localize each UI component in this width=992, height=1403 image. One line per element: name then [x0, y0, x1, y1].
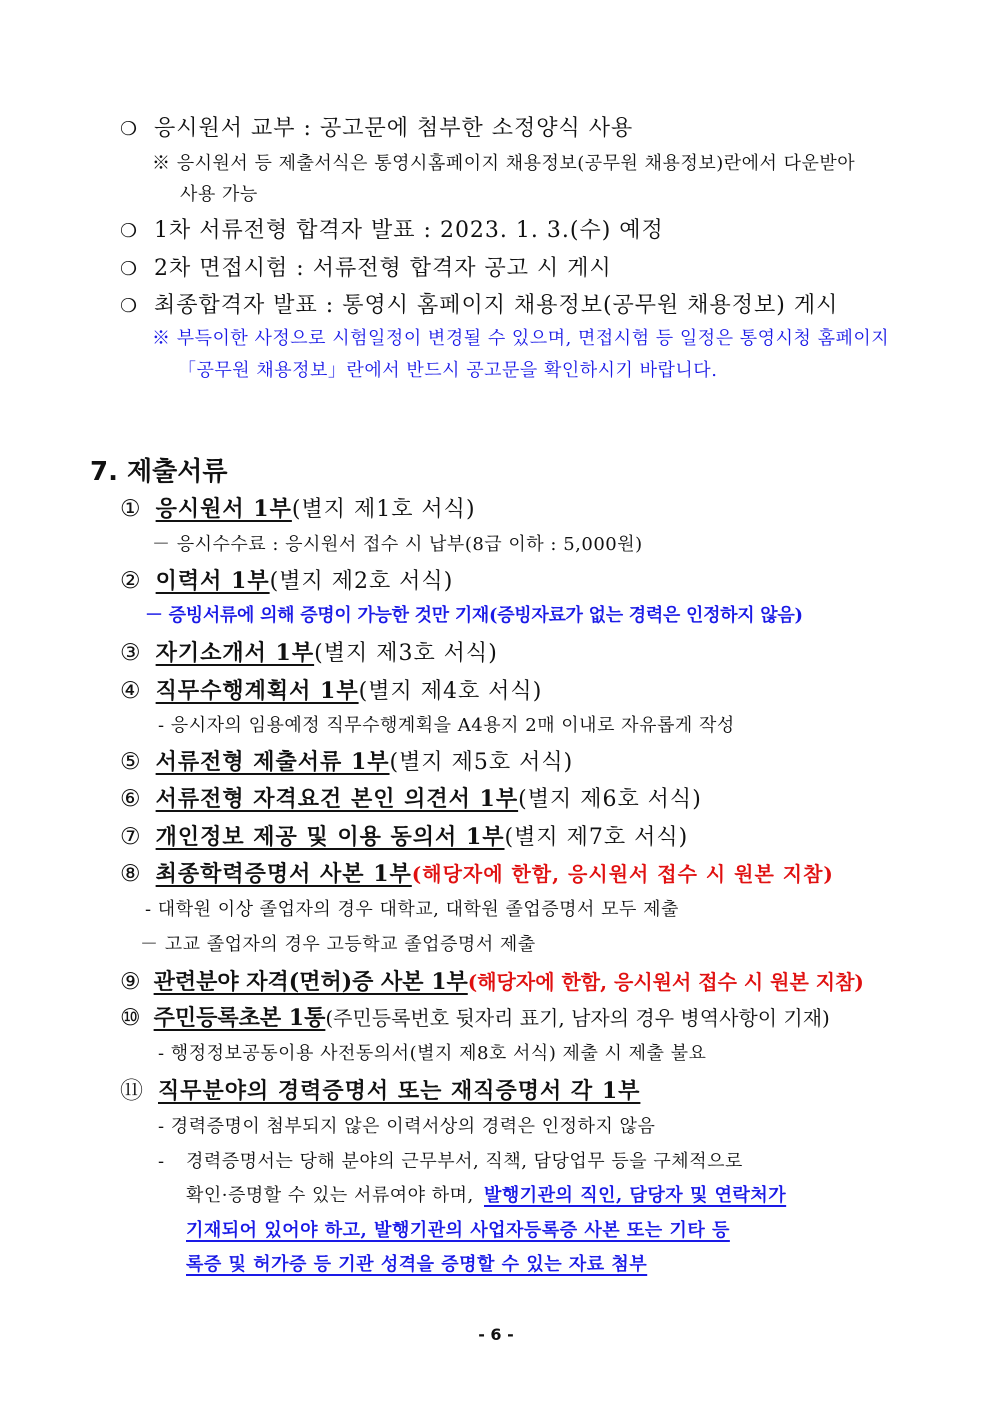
doc-item-2 — [120, 570, 453, 593]
doc-name: 최종학력증명서 사본 1부 — [155, 861, 412, 887]
career-cert-emphasis: 기재되어 있어야 하고, 발행기관의 사업자등록증 사본 또는 기타 등 — [186, 1220, 730, 1241]
doc-suffix: (별지 제6호 서식) — [518, 787, 702, 812]
notice-text: 최종합격자 발표 : 통영시 홈페이지 채용정보(공무원 채용정보) 게시 — [154, 293, 839, 318]
doc-sub: － 증빙서류에 의해 증명이 가능한 것만 기재(증빙자료가 없는 경력은 인정하지 않음) — [145, 605, 803, 626]
career-cert-line-1 — [186, 1153, 908, 1171]
number-marker: ⑤ — [120, 749, 142, 775]
career-cert-line-2 — [186, 1187, 786, 1205]
circle-bullet-icon: ❍ — [120, 220, 139, 242]
doc-suffix-red: (해당자에 한함, 응시원서 접수 시 원본 지참) — [467, 970, 864, 994]
doc-suffix: (별지 제2호 서식) — [269, 569, 454, 594]
doc-name: 서류전형 제출서류 1부 — [155, 749, 390, 775]
schedule-change-note: ※ 부득이한 사정으로 시험일정이 변경될 수 있으며, 면접시험 등 일정은 통영시청 홈페이지 — [152, 328, 890, 349]
schedule-change-note-cont: 「공무원 채용정보」란에서 반드시 공고문을 확인하시기 바랍니다. — [178, 360, 718, 381]
doc-item-1 — [120, 498, 476, 521]
doc-name: 서류전형 자격요건 본인 의견서 1부 — [155, 786, 519, 812]
doc-name: 자기소개서 1부 — [155, 640, 315, 666]
notice-item-application-form — [120, 118, 633, 140]
doc-sub: － 응시수수료 : 응시원서 접수 시 납부(8급 이하 : 5,000원) — [152, 534, 643, 555]
doc-item-5 — [120, 751, 573, 774]
doc-item-10 — [120, 1007, 830, 1030]
doc-sub: - 응시자의 임용예정 직무수행계획을 A4용지 2매 이내로 자유롭게 작성 — [158, 715, 735, 736]
number-marker: ⑧ — [120, 861, 142, 887]
doc-item-6 — [120, 788, 702, 811]
doc-item-4 — [120, 680, 542, 703]
doc-suffix: (별지 제3호 서식) — [314, 641, 498, 666]
doc-name: 관련분야 자격(면허)증 사본 1부 — [153, 969, 468, 995]
doc-item-3 — [120, 642, 498, 665]
career-cert-emphasis: 록증 및 허가증 등 기관 성격을 증명할 수 있는 자료 첨부 — [186, 1254, 648, 1275]
doc-sub-dash: - — [158, 1151, 165, 1172]
doc-suffix: (별지 제7호 서식) — [504, 825, 689, 850]
doc-item-7 — [120, 826, 688, 849]
doc-sub: - 경력증명이 첨부되지 않은 이력서상의 경력은 인정하지 않음 — [158, 1116, 656, 1137]
doc-sub: － 고교 졸업자의 경우 고등학교 졸업증명서 제출 — [140, 934, 536, 955]
career-cert-text: 경력증명서는 당해 분야의 근무부서, 직책, 담당업무 등을 구체적으로 — [186, 1151, 743, 1172]
doc-name: 직무수행계획서 1부 — [155, 678, 359, 704]
notice-text: 2차 면접시험 : 서류전형 합격자 공고 시 게시 — [154, 256, 612, 281]
doc-name: 이력서 1부 — [155, 568, 270, 594]
doc-sub: - 행정정보공동이용 사전동의서(별지 제8호 서식) 제출 시 제출 불요 — [158, 1043, 707, 1064]
notice-note-cont: 사용 가능 — [180, 184, 258, 205]
doc-sub: - 대학원 이상 졸업자의 경우 대학교, 대학원 졸업증명서 모두 제출 — [145, 899, 679, 920]
number-marker: ⑨ — [120, 969, 141, 995]
doc-suffix: (별지 제4호 서식) — [358, 679, 543, 704]
doc-item-8 — [120, 863, 834, 886]
number-marker: ⑥ — [120, 786, 142, 812]
number-marker: ④ — [120, 678, 142, 704]
circle-bullet-icon: ❍ — [120, 118, 139, 140]
section-title: 7. 제출서류 — [90, 457, 228, 487]
notice-item-interview — [120, 258, 612, 280]
notice-item-first-result — [120, 220, 664, 242]
number-marker: ③ — [120, 640, 142, 666]
doc-suffix-red: (해당자에 한함, 응시원서 접수 시 원본 지참) — [411, 862, 834, 886]
number-marker: ⑦ — [120, 824, 142, 850]
doc-name: 직무분야의 경력증명서 또는 재직증명서 각 1부 — [158, 1078, 641, 1104]
circle-bullet-icon: ❍ — [120, 295, 139, 317]
doc-suffix: (별지 제1호 서식) — [291, 497, 476, 522]
doc-item-11 — [120, 1080, 640, 1103]
notice-note: ※ 응시원서 등 제출서식은 통영시홈페이지 채용정보(공무원 채용정보)란에서 다운받아 — [152, 153, 856, 174]
number-marker: ② — [120, 568, 142, 594]
career-cert-text: 확인·증명할 수 있는 서류여야 하며, — [186, 1185, 474, 1206]
number-marker: ⑪ — [120, 1078, 144, 1104]
doc-item-9 — [120, 971, 864, 994]
doc-name: 응시원서 1부 — [155, 496, 292, 522]
page-number: - 6 - — [478, 1325, 514, 1344]
notice-text: 응시원서 교부 : 공고문에 첨부한 소정양식 사용 — [154, 116, 634, 141]
doc-suffix: (주민등록번호 뒷자리 표기, 남자의 경우 병역사항이 기재) — [325, 1006, 830, 1030]
notice-text: 1차 서류전형 합격자 발표 : 2023. 1. 3.(수) 예정 — [154, 218, 664, 243]
career-cert-emphasis: 발행기관의 직인, 담당자 및 연락처가 — [484, 1185, 787, 1206]
number-marker: ⑩ — [120, 1005, 141, 1031]
notice-item-final-result — [120, 295, 838, 317]
doc-name: 주민등록초본 1통 — [153, 1005, 326, 1031]
doc-suffix: (별지 제5호 서식) — [389, 750, 574, 775]
doc-name: 개인정보 제공 및 이용 동의서 1부 — [155, 824, 505, 850]
number-marker: ① — [120, 496, 142, 522]
circle-bullet-icon: ❍ — [120, 258, 139, 280]
